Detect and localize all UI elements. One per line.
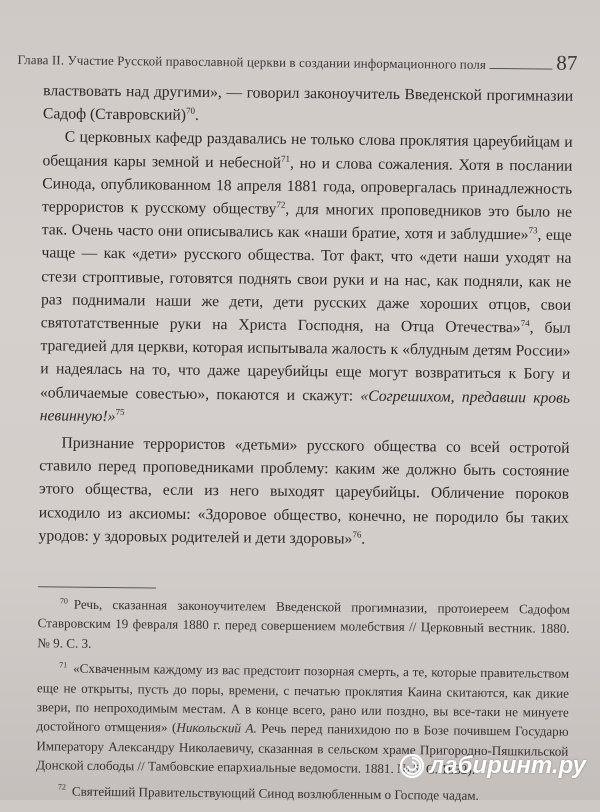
footnote-ref-75: 75 [115,406,125,417]
p2-italic-quote: «Согрешихом, предавши кровь невинную!» [39,387,571,425]
watermark-text: лабиринт.ру [429,752,586,779]
p3-text: Признание террористов «детьми» русского общества со всей остротой ставило перед проповедниками проблему: каким же должно быть состояние этого общества, если из него выходят цареубийцы. Обличение пороков исходило из аксиомы: «Здоровое общество, конечно, не породило бы таких уродов: у здоровых родителей и дети здоровы» [38,434,570,548]
main-text [38,79,573,553]
footnote-70 [37,594,570,658]
p2-part-c: , для многих проповедников это было не так. Очень часто они описывались как «наши братие, хотя и заблудшие» [41,200,573,244]
paragraph-2 [40,126,573,433]
footnote-72 [36,781,568,806]
site-watermark [399,752,586,780]
p2-part-e: , был трагедией для церкви, которая испытывала жалость к «блудным детям России» и надеялась на то, что даже цареубийцы еще могут возвратиться к Богу и «обличаемые совестью», покаются и скажут: [39,319,571,405]
footnote-number: 70 [59,596,68,606]
p1-end: . [194,107,199,125]
footnote-text-cont: Речь перед панихидою по в Бозе почившем Государю Императору Александру Николаевичу, сказанная в сельском храме Пригородно-Пяшкильской Донской слободы // Тамбовские епархиальные ведомости. 1881. № 5. С. 1832). [36,721,569,778]
footnote-ref-73: 73 [528,225,538,236]
footnote-text: Речь, сказанная законоучителем Введенской прогимназии, протоиереем Садофом Ставровским 19 февраля 1880 г. перед совершением молебствия // Церковный вестник. 1880. № 9. С. 3. [37,596,570,651]
footnote-ref-76: 76 [352,529,362,540]
footnote-separator [38,586,156,588]
footnote-ref-74: 74 [520,318,530,329]
paragraph-3 [38,431,569,553]
page-number: 87 [556,50,578,75]
running-title: Глава II. Участие Русской православной церкви в создании информационного поля [17,52,487,72]
labyrinth-logo-icon [399,753,425,779]
footnote-ref-71: 71 [280,153,291,164]
header-rule [490,68,552,70]
p2-part-a: С церковных кафедр раздавались не только слова проклятия цареубийцам и обещания кары земной и небесной [42,128,573,172]
footnote-ref-72: 72 [276,199,286,210]
footnote-text: Святейший Правительствующий Синод возлюбленным о Господе чадам. [71,783,479,803]
footnote-author: Никольский А. [176,720,257,737]
footnote-number: 71 [59,660,68,670]
p1-text: властвовать над другими», — говорил законоучитель Введенской прогимназии Садоф (Ставровский) [42,82,574,124]
footnote-number: 72 [57,782,66,792]
running-header [17,45,577,76]
p2-part-b: , но и слова сожаления. Хотя в послании Синода, опубликованном 18 апреля 1881 года, опровергалась принадлежность террористов к русскому обществу [41,154,573,218]
paragraph-1 [43,79,573,131]
p2-part-d: , еще чаще — как «дети» русского общества. Тот факт, что «дети наши уходят на стези строптивые, готовятся поднять свои руки и на нас, как подняли, как не раз поднимали наши же дети, дети русских даже хороших отцов, свои святотатственные руки на Христа Господня, на Отца Отечества» [40,226,572,337]
p3-end: . [361,530,366,548]
footnote-text: «Схваченным каждому из вас предстоит позорная смерть, а те, которые правительством еще не открыты, пусть до поры, времени, с печатью проклятия Каина скитаются, как дикие звери, по непроходимым местам. А в конце всего, рано или поздно, вы все-таки не минуете достойного отмщения» ( [36,660,570,736]
footnote-ref-70: 70 [185,105,196,116]
